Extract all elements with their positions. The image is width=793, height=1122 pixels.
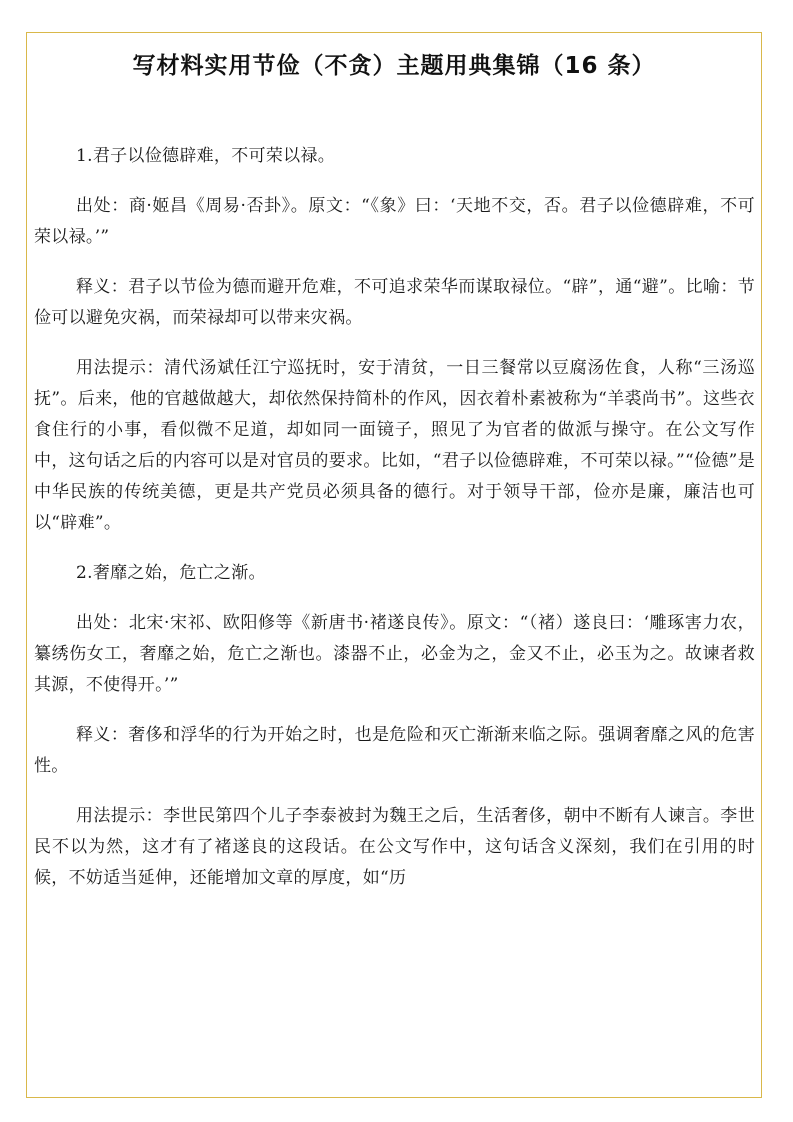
document-body (34, 141, 755, 913)
entry-2-source: 出处：北宋·宋祁、欧阳修等《新唐书·褚遂良传》。原文：“（褚）遂良曰：‘雕琢害力农，纂绣伤女工，奢靡之始，危亡之渐也。漆器不止，必金为之，金又不止，必玉为之。故谏者救其源，不使得开。’” (34, 613, 755, 695)
document-title: 写材料实用节俭（不贪）主题用典集锦（16 条） (132, 53, 656, 79)
entry-2-heading: 2.奢靡之始，危亡之渐。 (76, 563, 266, 583)
page-border (26, 32, 762, 1098)
entry-2-meaning: 释义：奢侈和浮华的行为开始之时，也是危险和灭亡渐渐来临之际。强调奢靡之风的危害性。 (34, 725, 755, 776)
entry-2-usage-tip: 用法提示：李世民第四个儿子李泰被封为魏王之后，生活奢侈，朝中不断有人谏言。李世民不以为然，这才有了褚遂良的这段话。在公文写作中，这句话含义深刻，我们在引用的时候，不妨适当延伸，还能增加文章的厚度，如“历 (34, 806, 755, 888)
entry-1-heading: 1.君子以俭德辟难，不可荣以禄。 (76, 146, 336, 166)
entry-1-meaning: 释义：君子以节俭为德而避开危难，不可追求荣华而谋取禄位。“辟”，通“避”。比喻：节俭可以避免灾祸，而荣禄却可以带来灾祸。 (34, 277, 755, 328)
entry-1-usage-tip: 用法提示：清代汤斌任江宁巡抚时，安于清贫，一日三餐常以豆腐汤佐食，人称“三汤巡抚”。后来，他的官越做越大，却依然保持简朴的作风，因衣着朴素被称为“羊裘尚书”。这些衣食住行的小事，看似微不足道，却如同一面镜子，照见了为官者的做派与操守。在公文写作中，这句话之后的内容可以是对官员的要求。比如，“君子以俭德辟难，不可荣以禄。”“俭德”是中华民族的传统美德，更是共产党员必须具备的德行。对于领导干部，俭亦是廉，廉洁也可以“辟难”。 (34, 358, 755, 533)
entry-1-source: 出处：商·姬昌《周易·否卦》。原文：“《象》曰：‘天地不交，否。君子以俭德辟难，不可荣以禄。’” (34, 196, 755, 247)
